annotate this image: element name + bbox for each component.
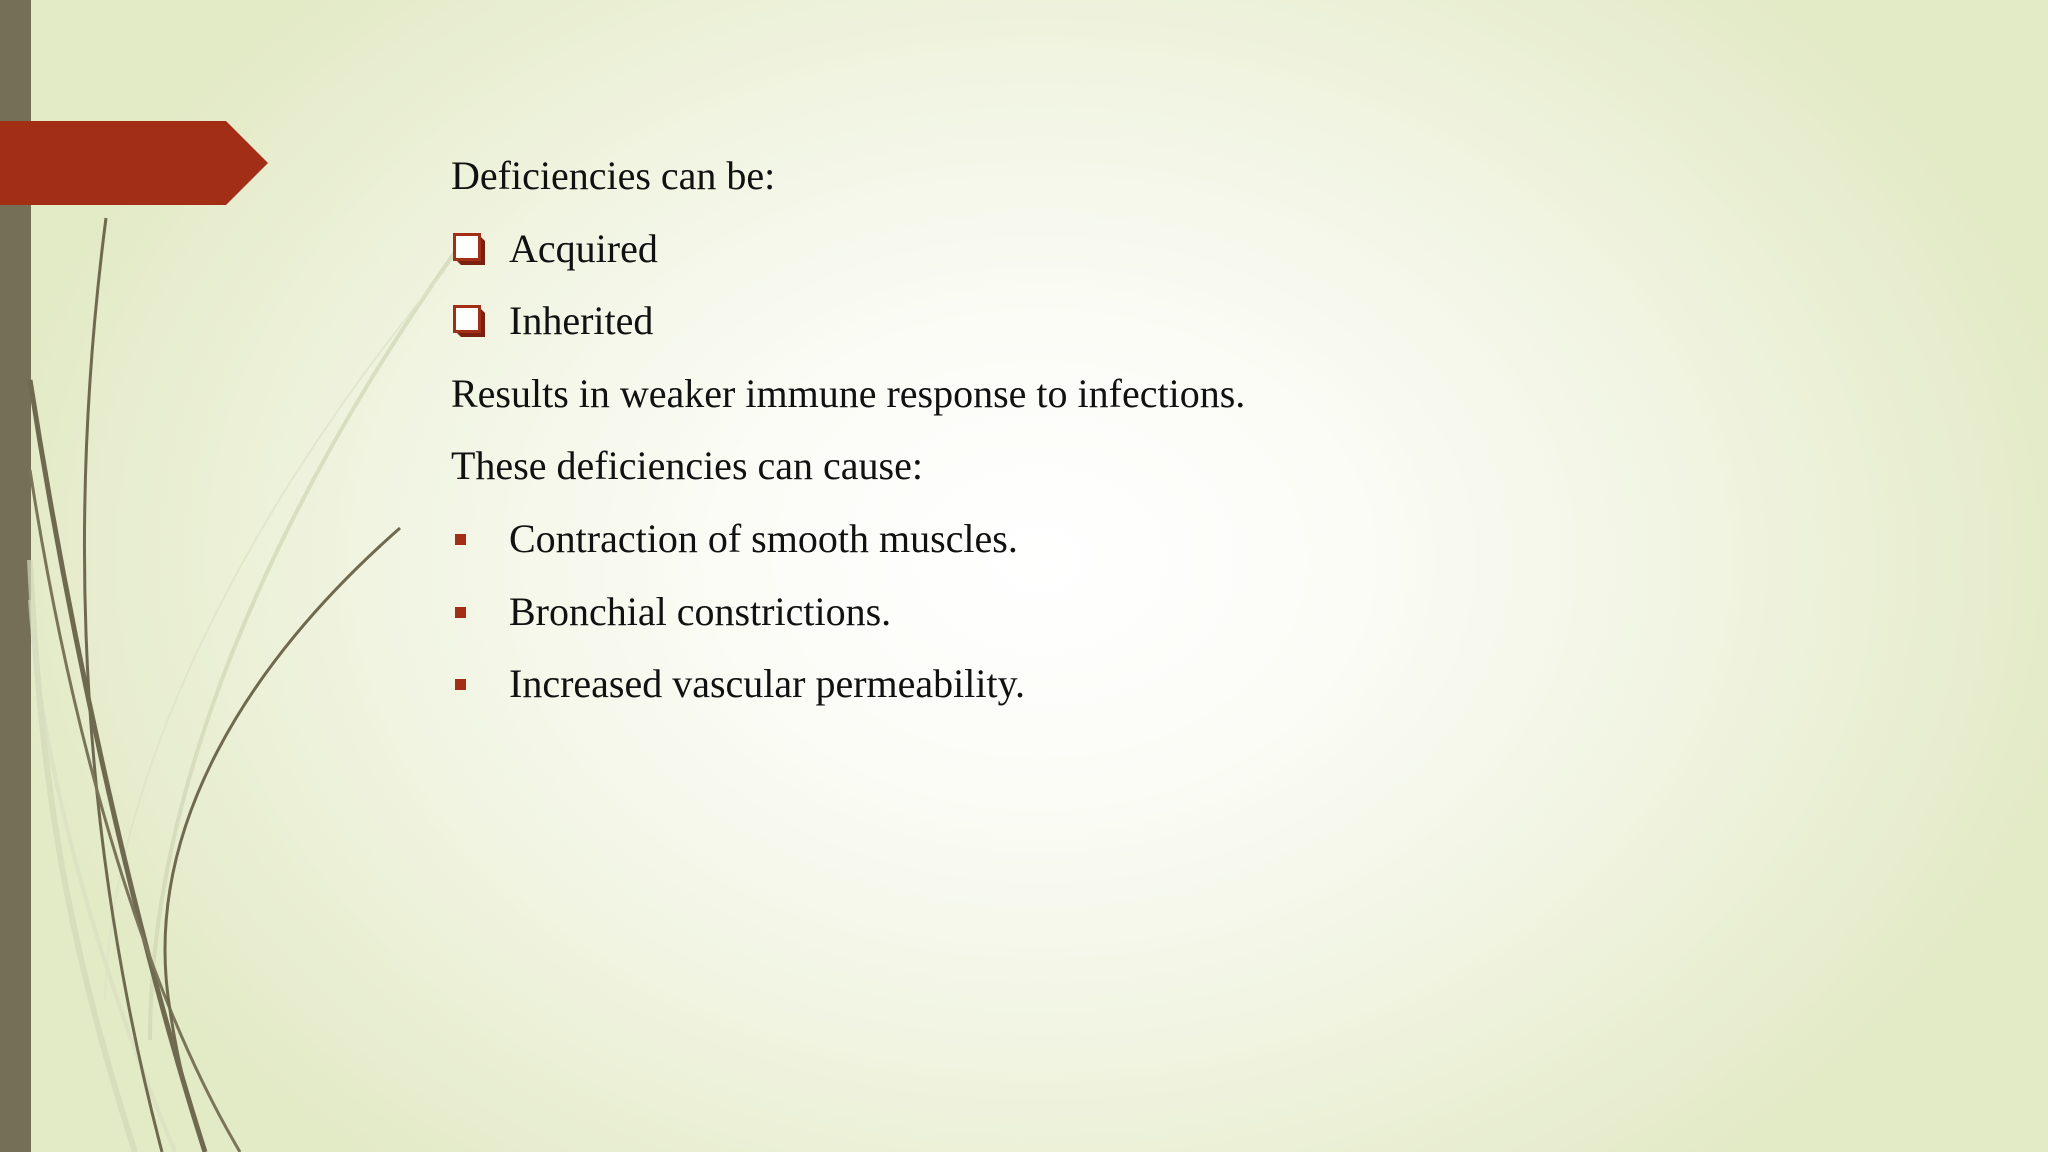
line-text: Results in weaker immune response to infections.	[451, 370, 1246, 416]
square-bullet-icon	[455, 607, 466, 618]
bullet-text: Bronchial constrictions.	[509, 588, 892, 634]
bullet-text: Increased vascular permeability.	[509, 661, 1026, 707]
content-line	[451, 430, 1951, 503]
slide-content	[451, 140, 1951, 721]
line-text: These deficiencies can cause:	[451, 443, 923, 489]
bullet-item	[451, 285, 1951, 358]
line-text: Deficiencies can be:	[451, 153, 776, 198]
bullet-item	[451, 503, 1951, 576]
bullet-text: Inherited	[509, 298, 654, 344]
shadowed-box-bullet-icon	[453, 233, 487, 267]
title-arrow-tab	[0, 121, 268, 205]
bullet-text: Acquired	[509, 225, 658, 271]
content-line	[451, 140, 1951, 213]
shadowed-box-bullet-icon	[453, 305, 487, 339]
bullet-item	[451, 648, 1951, 721]
bullet-item	[451, 576, 1951, 649]
content-line	[451, 358, 1951, 431]
square-bullet-icon	[455, 534, 466, 545]
bullet-text: Contraction of smooth muscles.	[509, 515, 1018, 561]
bullet-item	[451, 213, 1951, 286]
square-bullet-icon	[455, 679, 466, 690]
